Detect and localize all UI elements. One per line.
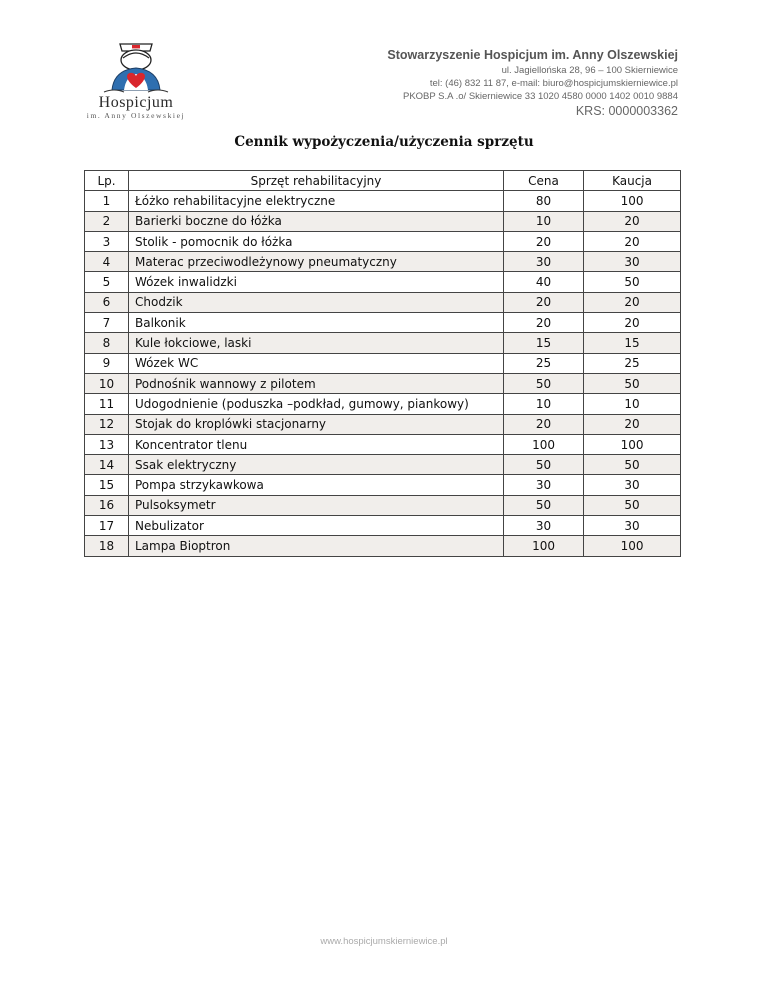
- header-lp: Lp.: [85, 171, 129, 191]
- table-row: [85, 191, 681, 211]
- row-number: 4: [85, 252, 129, 272]
- row-deposit: 50: [584, 455, 681, 475]
- table-row: [85, 272, 681, 292]
- table-row: [85, 333, 681, 353]
- row-deposit: 50: [584, 272, 681, 292]
- row-price: 50: [504, 495, 584, 515]
- row-price: 50: [504, 455, 584, 475]
- row-price: 80: [504, 191, 584, 211]
- row-deposit: 100: [584, 536, 681, 556]
- row-price: 20: [504, 313, 584, 333]
- row-deposit: 10: [584, 394, 681, 414]
- row-equipment: Pulsoksymetr: [129, 495, 504, 515]
- table-row: [85, 434, 681, 454]
- row-deposit: 30: [584, 475, 681, 495]
- row-number: 12: [85, 414, 129, 434]
- row-number: 11: [85, 394, 129, 414]
- organization-bank-account: PKOBP S.A .o/ Skierniewice 33 1020 4580 0000 1402 0010 9884: [402, 91, 678, 102]
- row-equipment: Wózek WC: [129, 353, 504, 373]
- table-row: [85, 495, 681, 515]
- table-row: [85, 516, 681, 536]
- row-equipment: Podnośnik wannowy z pilotem: [129, 373, 504, 393]
- row-equipment: Wózek inwalidzki: [129, 272, 504, 292]
- row-equipment: Nebulizator: [129, 516, 504, 536]
- table-row: [85, 455, 681, 475]
- row-deposit: 20: [584, 414, 681, 434]
- table-row: [85, 373, 681, 393]
- row-number: 7: [85, 313, 129, 333]
- row-deposit: 25: [584, 353, 681, 373]
- row-number: 2: [85, 211, 129, 231]
- row-price: 10: [504, 394, 584, 414]
- row-price: 40: [504, 272, 584, 292]
- row-price: 15: [504, 333, 584, 353]
- row-price: 100: [504, 434, 584, 454]
- organization-name: Stowarzyszenie Hospicjum im. Anny Olszewskiej: [387, 48, 678, 62]
- row-number: 9: [85, 353, 129, 373]
- row-price: 20: [504, 292, 584, 312]
- table-row: [85, 252, 681, 272]
- row-number: 6: [85, 292, 129, 312]
- row-price: 30: [504, 516, 584, 536]
- row-deposit: 100: [584, 191, 681, 211]
- row-price: 20: [504, 414, 584, 434]
- row-number: 10: [85, 373, 129, 393]
- table-row: [85, 231, 681, 251]
- row-number: 14: [85, 455, 129, 475]
- table-row: [85, 394, 681, 414]
- header-deposit: Kaucja: [584, 171, 681, 191]
- row-number: 1: [85, 191, 129, 211]
- row-number: 3: [85, 231, 129, 251]
- row-deposit: 30: [584, 252, 681, 272]
- logo-wordmark: Hospicjum: [98, 94, 174, 111]
- hospice-logo: [86, 38, 186, 122]
- table-header-row: [85, 171, 681, 191]
- footer-website: www.hospicjumskierniewice.pl: [320, 936, 448, 947]
- logo-subtitle: im. Anny Olszewskiej: [86, 111, 186, 120]
- row-deposit: 20: [584, 231, 681, 251]
- row-number: 5: [85, 272, 129, 292]
- table-row: [85, 475, 681, 495]
- row-equipment: Stojak do kroplówki stacjonarny: [129, 414, 504, 434]
- row-price: 20: [504, 231, 584, 251]
- row-deposit: 20: [584, 292, 681, 312]
- row-equipment: Łóżko rehabilitacyjne elektryczne: [129, 191, 504, 211]
- row-price: 10: [504, 211, 584, 231]
- row-number: 18: [85, 536, 129, 556]
- row-deposit: 20: [584, 313, 681, 333]
- row-deposit: 100: [584, 434, 681, 454]
- row-equipment: Balkonik: [129, 313, 504, 333]
- document-title: Cennik wypożyczenia/użyczenia sprzętu: [234, 134, 534, 150]
- table-row: [85, 536, 681, 556]
- row-price: 100: [504, 536, 584, 556]
- row-deposit: 50: [584, 495, 681, 515]
- row-price: 30: [504, 475, 584, 495]
- nurse-heart-logo-icon: [86, 38, 186, 96]
- row-deposit: 15: [584, 333, 681, 353]
- row-number: 8: [85, 333, 129, 353]
- organization-krs: KRS: 0000003362: [575, 104, 678, 118]
- table-row: [85, 313, 681, 333]
- price-table: [84, 170, 681, 557]
- table-row: [85, 292, 681, 312]
- header-price: Cena: [504, 171, 584, 191]
- row-number: 16: [85, 495, 129, 515]
- row-number: 13: [85, 434, 129, 454]
- row-equipment: Pompa strzykawkowa: [129, 475, 504, 495]
- row-number: 17: [85, 516, 129, 536]
- row-price: 25: [504, 353, 584, 373]
- row-equipment: Stolik - pomocnik do łóżka: [129, 231, 504, 251]
- row-equipment: Koncentrator tlenu: [129, 434, 504, 454]
- table-row: [85, 211, 681, 231]
- table-row: [85, 353, 681, 373]
- row-deposit: 20: [584, 211, 681, 231]
- organization-address: ul. Jagiellońska 28, 96 – 100 Skierniewice: [501, 65, 678, 76]
- organization-contact: tel: (46) 832 11 87, e-mail: biuro@hospicjumskierniewice.pl: [429, 78, 678, 89]
- row-deposit: 30: [584, 516, 681, 536]
- row-equipment: Kule łokciowe, laski: [129, 333, 504, 353]
- row-equipment: Lampa Bioptron: [129, 536, 504, 556]
- row-price: 50: [504, 373, 584, 393]
- header-equipment: Sprzęt rehabilitacyjny: [129, 171, 504, 191]
- table-row: [85, 414, 681, 434]
- row-equipment: Udogodnienie (poduszka –podkład, gumowy, piankowy): [129, 394, 504, 414]
- row-equipment: Barierki boczne do łóżka: [129, 211, 504, 231]
- row-number: 15: [85, 475, 129, 495]
- row-deposit: 50: [584, 373, 681, 393]
- row-equipment: Materac przeciwodleżynowy pneumatyczny: [129, 252, 504, 272]
- row-equipment: Chodzik: [129, 292, 504, 312]
- row-price: 30: [504, 252, 584, 272]
- row-equipment: Ssak elektryczny: [129, 455, 504, 475]
- organization-info: [318, 47, 678, 120]
